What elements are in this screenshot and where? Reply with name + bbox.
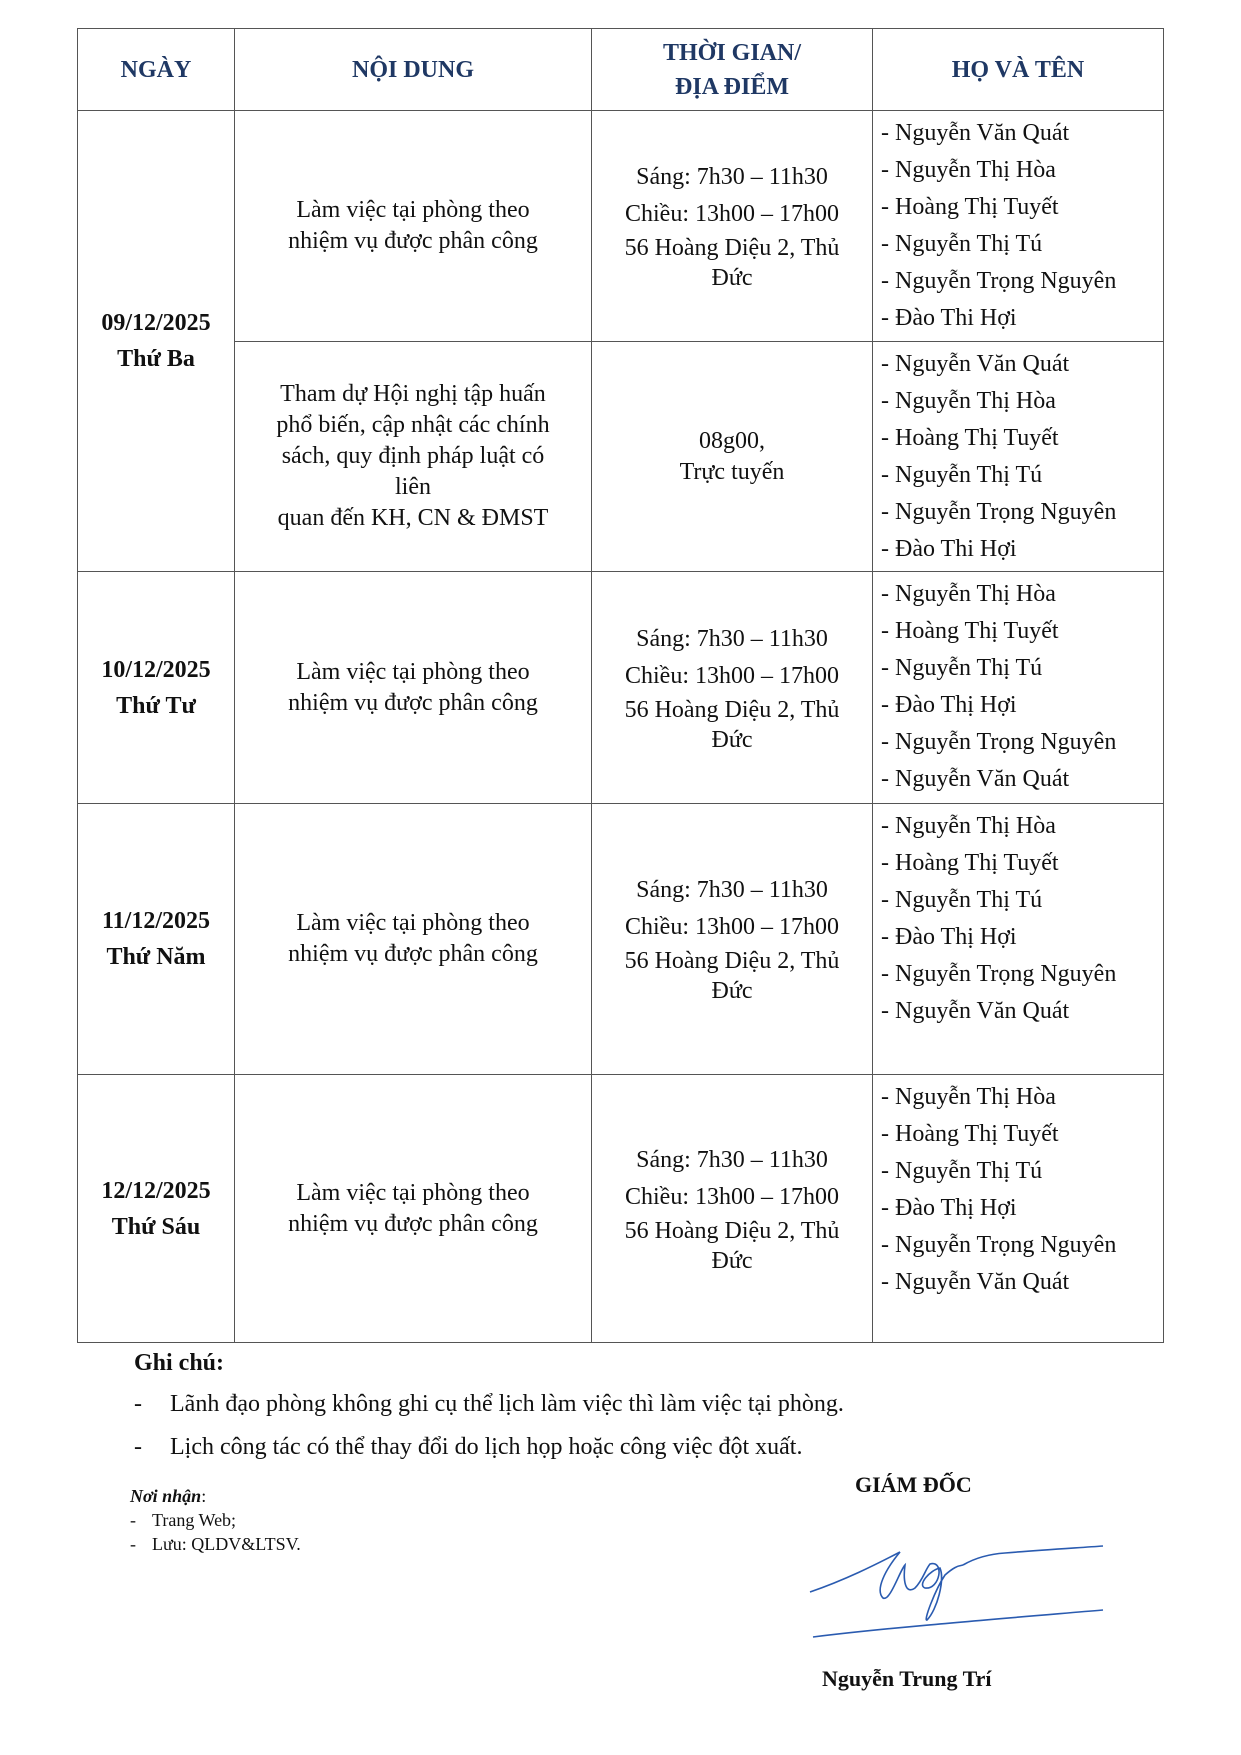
header-location: ĐỊA ĐIỂM xyxy=(674,73,789,100)
date-cell xyxy=(78,1075,235,1343)
note-text: Lịch công tác có thể thay đổi do lịch họp hoặc công việc đột xuất. xyxy=(170,1434,803,1460)
content-line: nhiệm vụ được phân công xyxy=(288,941,538,967)
header-time-location xyxy=(592,29,873,111)
date-cell xyxy=(78,804,235,1075)
header-content: NỘI DUNG xyxy=(235,29,592,111)
person-name: - Đào Thi Hợi xyxy=(881,305,1017,331)
weekday-text: Thứ Năm xyxy=(106,944,206,970)
time-location-cell xyxy=(592,572,873,804)
person-name: - Nguyễn Văn Quát xyxy=(881,998,1070,1024)
time-location-cell xyxy=(592,804,873,1075)
person-name: - Nguyễn Thị Tú xyxy=(881,1158,1043,1184)
note-dash: - xyxy=(134,1391,142,1417)
person-name: - Đào Thị Hợi xyxy=(881,692,1017,718)
content-line: liên xyxy=(395,474,431,500)
header-time: THỜI GIAN/ xyxy=(662,39,802,66)
address-line: Đức xyxy=(711,978,753,1004)
person-name: - Hoàng Thị Tuyết xyxy=(881,425,1059,451)
time-line: Chiều: 13h00 – 17h00 xyxy=(625,1183,839,1210)
person-name: - Nguyễn Thị Hòa xyxy=(881,1084,1056,1110)
recipient-item xyxy=(130,1532,301,1556)
schedule-table xyxy=(77,28,1164,1343)
handwritten-signature xyxy=(805,1530,1105,1650)
person-name: - Nguyễn Thị Tú xyxy=(881,462,1043,488)
time-line: Chiều: 13h00 – 17h00 xyxy=(625,201,839,227)
person-name: - Nguyễn Thị Hòa xyxy=(881,388,1056,414)
person-name: - Nguyễn Văn Quát xyxy=(881,351,1070,377)
content-line: Làm việc tại phòng theo xyxy=(296,658,530,685)
table-header-row xyxy=(78,29,1164,111)
weekday-text: Thứ Sáu xyxy=(111,1213,201,1240)
recipient-item xyxy=(130,1508,301,1532)
person-name: - Nguyễn Văn Quát xyxy=(881,766,1070,792)
table-row xyxy=(78,111,1164,342)
date-text: 12/12/2025 xyxy=(101,1177,211,1204)
person-name: - Nguyễn Thị Tú xyxy=(881,655,1043,681)
recipient-text: Lưu: QLDV&LTSV. xyxy=(152,1534,301,1554)
person-name: - Hoàng Thị Tuyết xyxy=(881,618,1059,644)
address-line: 56 Hoàng Diệu 2, Thủ xyxy=(624,696,840,723)
content-line: nhiệm vụ được phân công xyxy=(288,228,538,254)
header-date: NGÀY xyxy=(78,29,235,111)
table-row xyxy=(78,572,1164,804)
content-cell xyxy=(235,111,592,342)
recipient-text: Trang Web; xyxy=(152,1510,237,1530)
content-line: quan đến KH, CN & ĐMST xyxy=(277,505,549,531)
header-names: HỌ VÀ TÊN xyxy=(873,29,1164,111)
recipients-title: Nơi nhận xyxy=(130,1486,202,1506)
content-line: Làm việc tại phòng theo xyxy=(296,910,530,936)
date-text: 11/12/2025 xyxy=(101,908,210,934)
table-row xyxy=(78,342,1164,572)
time-line: Sáng: 7h30 – 11h30 xyxy=(636,1146,828,1173)
person-name: - Nguyễn Trọng Nguyên xyxy=(881,268,1117,294)
person-name: - Đào Thị Hợi xyxy=(881,924,1017,950)
content-cell xyxy=(235,1075,592,1343)
time-line: Sáng: 7h30 – 11h30 xyxy=(636,164,828,190)
person-name: - Nguyễn Trọng Nguyên xyxy=(881,729,1117,755)
signer-name: Nguyễn Trung Trí xyxy=(822,1666,992,1691)
address-line: 56 Hoàng Diệu 2, Thủ xyxy=(624,235,840,261)
content-line: Tham dự Hội nghị tập huấn xyxy=(280,381,546,407)
content-cell xyxy=(235,804,592,1075)
person-name: - Nguyễn Trọng Nguyên xyxy=(881,499,1117,525)
content-line: Làm việc tại phòng theo xyxy=(296,1179,530,1206)
time-location-cell xyxy=(592,1075,873,1343)
time-line: Chiều: 13h00 – 17h00 xyxy=(625,914,839,940)
notes-section xyxy=(134,1343,1134,1469)
weekday-text: Thứ Ba xyxy=(117,346,195,372)
person-name: - Nguyễn Thị Tú xyxy=(881,231,1043,257)
person-name: - Nguyễn Thị Tú xyxy=(881,887,1043,913)
time-line: Trực tuyến xyxy=(679,458,785,485)
names-cell xyxy=(873,1075,1164,1343)
date-text: 10/12/2025 xyxy=(101,656,211,683)
signer-title: GIÁM ĐỐC xyxy=(855,1472,972,1497)
person-name: - Nguyễn Trọng Nguyên xyxy=(881,961,1117,987)
recipients-section xyxy=(130,1484,301,1556)
content-line: sách, quy định pháp luật có xyxy=(281,443,545,469)
note-item xyxy=(134,1426,1134,1469)
address-line: Đức xyxy=(711,265,753,291)
notes-title: Ghi chú: xyxy=(134,1350,225,1376)
content-line: nhiệm vụ được phân công xyxy=(288,1210,538,1237)
content-cell xyxy=(235,342,592,572)
address-line: 56 Hoàng Diệu 2, Thủ xyxy=(624,948,840,974)
person-name: - Hoàng Thị Tuyết xyxy=(881,850,1059,876)
content-cell xyxy=(235,572,592,804)
time-line: Chiều: 13h00 – 17h00 xyxy=(625,662,839,689)
person-name: - Hoàng Thị Tuyết xyxy=(881,194,1059,220)
person-name: - Nguyễn Văn Quát xyxy=(881,120,1070,146)
content-line: nhiệm vụ được phân công xyxy=(288,689,538,716)
recipient-dash: - xyxy=(130,1510,136,1530)
content-line: phổ biến, cập nhật các chính xyxy=(276,412,550,438)
person-name: - Nguyễn Thị Hòa xyxy=(881,157,1056,183)
person-name: - Nguyễn Thị Hòa xyxy=(881,813,1056,839)
person-name: - Nguyễn Trọng Nguyên xyxy=(881,1232,1117,1258)
table-row xyxy=(78,1075,1164,1343)
weekday-text: Thứ Tư xyxy=(116,692,196,719)
time-location-cell xyxy=(592,342,873,572)
recipients-heading xyxy=(130,1484,301,1508)
person-name: - Đào Thị Hợi xyxy=(881,1195,1017,1221)
person-name: - Hoàng Thị Tuyết xyxy=(881,1121,1059,1147)
person-name: - Đào Thi Hợi xyxy=(881,536,1017,562)
content-line: Làm việc tại phòng theo xyxy=(296,197,530,223)
time-line: 08g00, xyxy=(699,427,765,454)
time-line: Sáng: 7h30 – 11h30 xyxy=(636,877,828,903)
address-line: Đức xyxy=(711,1247,753,1274)
address-line: 56 Hoàng Diệu 2, Thủ xyxy=(624,1217,840,1244)
note-dash: - xyxy=(134,1434,142,1460)
note-text: Lãnh đạo phòng không ghi cụ thể lịch làm việc thì làm việc tại phòng. xyxy=(170,1391,844,1417)
person-name: - Nguyễn Văn Quát xyxy=(881,1269,1070,1295)
recipients-colon: : xyxy=(201,1486,207,1506)
names-cell xyxy=(873,804,1164,1075)
time-location-cell xyxy=(592,111,873,342)
address-line: Đức xyxy=(711,726,753,753)
note-item xyxy=(134,1383,1134,1426)
table-row xyxy=(78,804,1164,1075)
names-cell xyxy=(873,572,1164,804)
date-text: 09/12/2025 xyxy=(101,310,211,336)
person-name: - Nguyễn Thị Hòa xyxy=(881,581,1056,607)
date-cell xyxy=(78,111,235,572)
time-line: Sáng: 7h30 – 11h30 xyxy=(636,625,828,652)
names-cell xyxy=(873,111,1164,342)
recipient-dash: - xyxy=(130,1534,136,1554)
names-cell xyxy=(873,342,1164,572)
date-cell xyxy=(78,572,235,804)
